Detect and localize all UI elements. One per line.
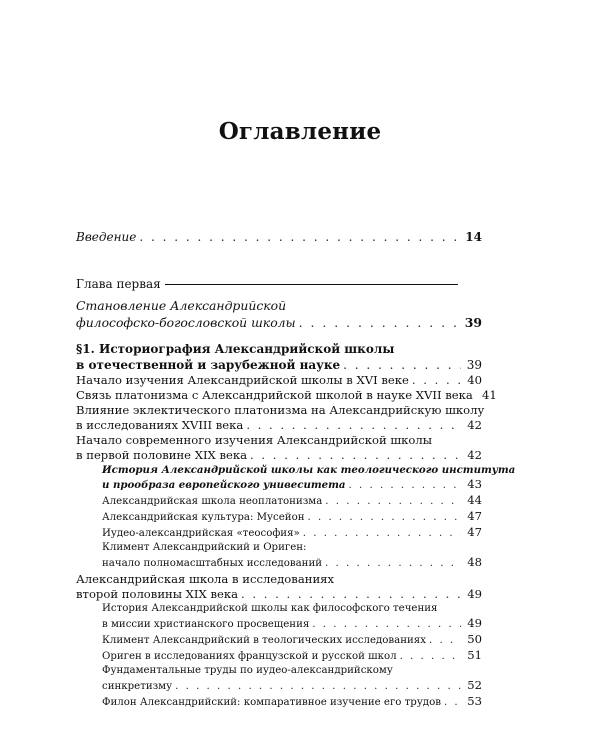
page-number: 47 [467,509,482,523]
toc-entry-intro[interactable] [76,230,482,245]
toc-entry-label: Александрийская школа неоплатонизма [102,496,323,507]
page-number: 43 [467,477,482,491]
leader-dots [175,680,461,694]
page-number: 51 [467,648,482,662]
leader-dots [325,557,461,571]
toc-entry-label: Ориген в исследованиях французской и русской школ [102,651,397,662]
toc-entry-section-1[interactable] [76,341,482,373]
toc-entry-label: Иудео-александрийская «теософия» [102,528,300,539]
toc-entry-label: в исследованиях XVIII века [76,418,244,432]
toc-entry-label: Фундаментальные труды по иудео-александрийскому [102,665,393,676]
chapter-label: Глава первая [76,277,161,291]
toc-entry-label: Климент Александрийский и Ориген: [102,542,307,553]
toc-entry[interactable] [76,373,482,388]
toc-subentry[interactable] [76,694,482,710]
page-number: 53 [467,694,482,708]
chapter-heading [76,277,482,291]
toc-entry-label: синкретизму [102,681,173,692]
toc-entry-label: и прообраза европейского унивеситета [102,479,346,491]
toc-entry-label: Начало современного изучения Александрийской школы [76,433,432,447]
toc-subentry[interactable] [76,664,482,694]
page-number: 14 [465,230,482,244]
toc-entry-label: Александрийская школа в исследованиях [76,572,335,586]
leader-dots [325,495,461,509]
toc-entry-chapter-title[interactable] [76,297,482,331]
toc-entry-label: второй половины XIX века [76,587,239,601]
toc-entry-label: Александрийская культура: Мусейон [102,512,305,523]
page-number: 48 [467,555,482,569]
leader-dots [299,314,461,331]
page-number: 39 [464,315,482,330]
toc-entry-label: Связь платонизма с Александрийской школой в науке XVII века [76,388,473,402]
chapter-rule [165,284,458,285]
table-of-contents [76,230,516,710]
toc-entry-label: Начало изучения Александрийской школы в XVI веке [76,373,409,387]
leader-dots [139,230,461,245]
page-number: 41 [482,388,497,402]
toc-entry-label: История Александрийской школы как философского течения [102,603,438,614]
toc-entry-label: в миссии христианского просвещения [102,619,310,630]
toc-subentry[interactable] [76,632,482,648]
toc-subentry[interactable] [76,525,482,541]
toc-subentry[interactable] [76,602,482,632]
toc-entry-label: Влияние эклектического платонизма на Александрийскую школу [76,403,485,417]
leader-dots [308,511,462,525]
page-number: 52 [467,678,482,692]
toc-entry-label: Филон Александрийский: компаративное изучение его трудов [102,697,441,708]
page-number: 42 [467,448,482,462]
toc-entry[interactable] [76,433,482,463]
page-number: 47 [467,525,482,539]
leader-dots [250,448,461,463]
leader-dots [303,527,461,541]
page-number: 42 [467,418,482,432]
page-number: 40 [467,373,482,387]
toc-entry[interactable] [76,388,497,403]
toc-subentry[interactable] [76,541,482,571]
leader-dots [349,479,461,493]
toc-entry-label: Становление Александрийской [76,298,287,313]
leader-dots [429,634,461,648]
leader-dots [241,587,461,602]
toc-entry-label: Климент Александрийский в теологических исследованиях [102,635,426,646]
toc-subentry[interactable] [76,509,482,525]
page-number: 49 [467,616,482,630]
toc-entry-label: История Александрийской школы как теологического института [102,464,516,476]
toc-entry-label: в первой половине XIX века [76,448,248,462]
leader-dots [312,618,461,632]
toc-subentry[interactable] [76,648,482,664]
leader-dots [343,357,461,373]
page-number: 39 [466,358,482,372]
page-number: 50 [467,632,482,646]
toc-subentry[interactable] [76,493,482,509]
toc-subentry[interactable] [76,463,516,493]
toc-entry-label: §1. Историография Александрийской школы [76,342,395,356]
leader-dots [412,373,461,388]
toc-entry[interactable] [76,403,485,433]
toc-entry-label: философско-богословской школы [76,315,296,330]
leader-dots [246,418,461,433]
page-number: 49 [467,587,482,601]
toc-entry[interactable] [76,572,482,602]
leader-dots [400,650,461,664]
page-number: 44 [467,493,482,507]
page-title: Оглавление [218,118,382,145]
toc-entry-label: Введение [76,230,137,244]
toc-entry-label: в отечественной и зарубежной науке [76,358,341,372]
leader-dots [444,696,461,710]
toc-entry-label: начало полномасштабных исследований [102,558,323,569]
